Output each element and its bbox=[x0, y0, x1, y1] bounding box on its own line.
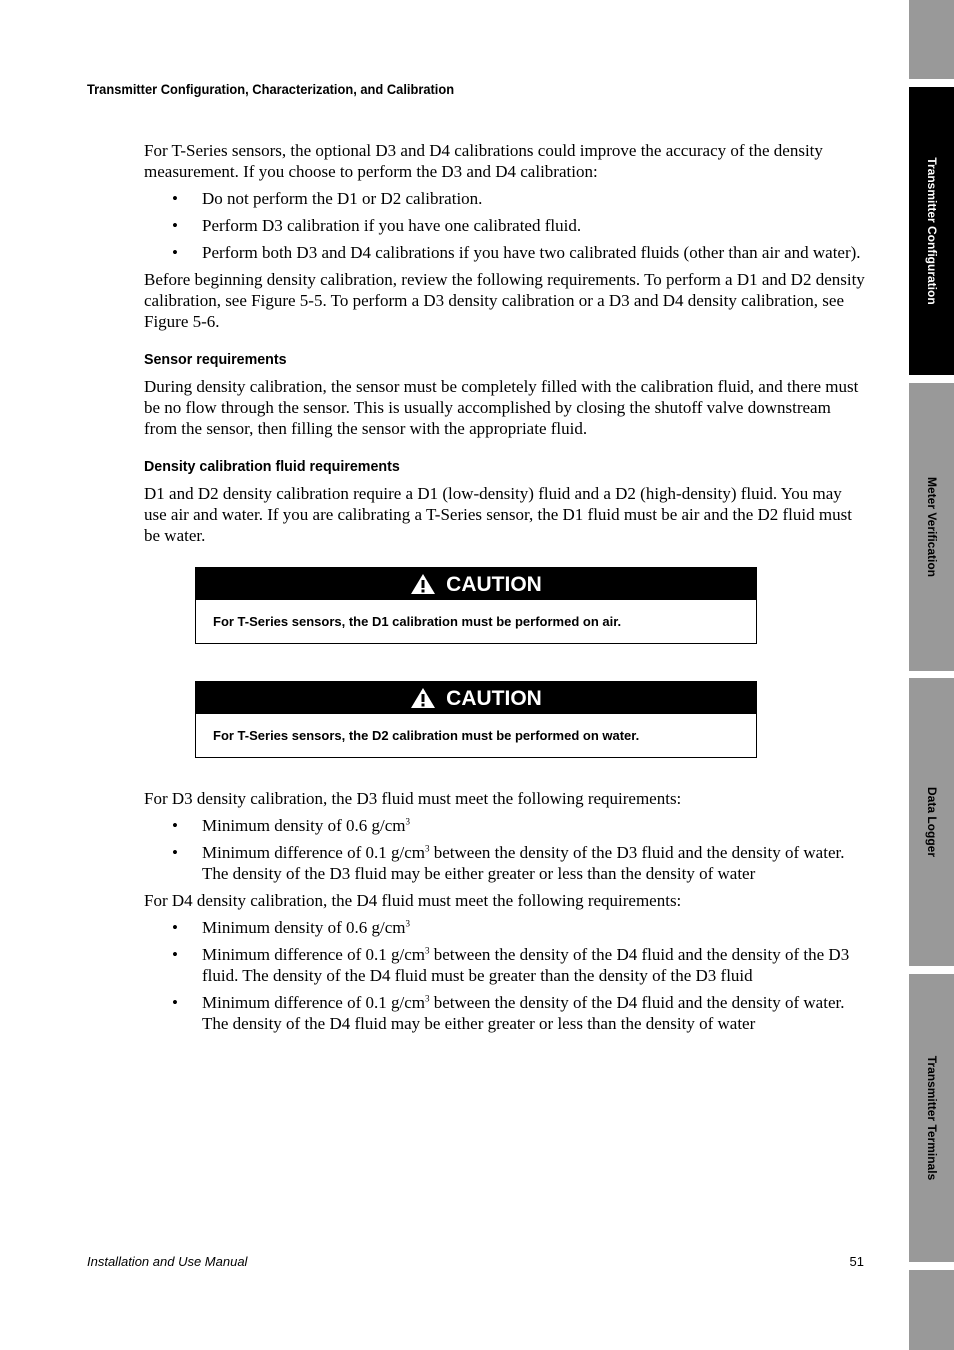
warning-icon bbox=[410, 573, 436, 595]
bullet-icon: • bbox=[172, 843, 178, 862]
page-body bbox=[144, 140, 866, 1040]
sensor-paragraph: During density calibration, the sensor must be completely filled with the calibration fluid, and there must be no flow through the sensor. This is usually accomplished by closing the shutoff valve downstream from the sensor, then filling the sensor with the appropriate fluid. bbox=[144, 377, 859, 438]
list-item: • Minimum difference of 0.1 $g/cm^3$ between the density of the D4 fluid and the density of water. The density of the D4 fluid may be either greater or less than the density of water bbox=[172, 993, 845, 1033]
bullet-icon: • bbox=[172, 816, 178, 835]
bullet-icon: • bbox=[172, 993, 178, 1012]
side-tab-label: Transmitter Configuration bbox=[924, 157, 939, 305]
side-tab-meter-verification[interactable] bbox=[909, 383, 954, 671]
list-item: • Do not perform the D1 or D2 calibration. bbox=[172, 189, 483, 208]
caution-header bbox=[196, 682, 756, 714]
list-item: • Perform D3 calibration if you have one calibrated fluid. bbox=[172, 216, 582, 235]
caution-box-d1 bbox=[195, 567, 757, 644]
caution-box-d2 bbox=[195, 681, 757, 758]
footer-manual-title: Installation and Use Manual bbox=[87, 1254, 248, 1269]
bullet-icon: • bbox=[172, 243, 178, 262]
side-tab-blank-top[interactable] bbox=[909, 0, 954, 79]
caution-text: For T-Series sensors, the D1 calibration must be performed on air. bbox=[213, 614, 622, 629]
side-tab-label: Data Logger bbox=[924, 786, 939, 858]
side-tab-label: Meter Verification bbox=[924, 476, 939, 578]
d4-paragraph: For D4 density calibration, the D4 fluid must meet the following requirements: bbox=[144, 891, 682, 910]
list-item: • Minimum difference of 0.1 $g/cm^3$ between the density of the D4 fluid and the density of the D3 fluid. The density of the D4 fluid must be greater than the density of the D3 fluid bbox=[172, 945, 850, 985]
side-tab-label: Transmitter Terminals bbox=[924, 1055, 939, 1181]
bullet-icon: • bbox=[172, 189, 178, 208]
caution-header bbox=[196, 568, 756, 600]
fluid-paragraph: D1 and D2 density calibration require a D1 (low-density) fluid and a D2 (high-density) fluid. You may use air and water. If you are calibrating a T-Series sensor, the D1 fluid must be air and the D2 fluid must be water. bbox=[144, 484, 852, 545]
list-item: • Perform both D3 and D4 calibrations if you have two calibrated fluids (other than air and water). bbox=[172, 243, 861, 262]
caution-text: For T-Series sensors, the D2 calibration must be performed on water. bbox=[213, 728, 640, 743]
intro-paragraph-2: Before beginning density calibration, review the following requirements. To perform a D1 and D2 density calibration, see Figure 5-5. To perform a D3 density calibration or a D3 and D4 density calibration, see Figure 5-6. bbox=[144, 270, 865, 331]
side-tab-transmitter-configuration[interactable] bbox=[909, 87, 954, 375]
list-item: • Minimum difference of 0.1 $g/cm^3$ between the density of the D3 fluid and the density of water. The density of the D3 fluid may be either greater or less than the density of water bbox=[172, 843, 845, 883]
warning-icon bbox=[410, 687, 436, 709]
bullet-icon: • bbox=[172, 216, 178, 235]
section-heading-sensor: Sensor requirements bbox=[144, 351, 287, 368]
d4-bullet-list bbox=[144, 917, 866, 1034]
list-item: • Minimum density of 0.6 $g/cm^3$ bbox=[172, 816, 411, 835]
running-header: Transmitter Configuration, Characterization, and Calibration bbox=[87, 81, 455, 97]
caution-title: CAUTION bbox=[446, 686, 542, 710]
bullet-icon: • bbox=[172, 945, 178, 964]
d3-paragraph: For D3 density calibration, the D3 fluid must meet the following requirements: bbox=[144, 789, 682, 808]
d3-bullet-list bbox=[144, 815, 866, 884]
intro-paragraph: For T-Series sensors, the optional D3 and D4 calibrations could improve the accuracy of the density measurement. If you choose to perform the D3 and D4 calibration: bbox=[144, 141, 823, 181]
side-tab-transmitter-terminals[interactable] bbox=[909, 974, 954, 1262]
intro-bullet-list bbox=[144, 188, 866, 263]
section-heading-fluid: Density calibration fluid requirements bbox=[144, 458, 400, 475]
side-tab-data-logger[interactable] bbox=[909, 678, 954, 966]
side-tab-blank-bottom[interactable] bbox=[909, 1270, 954, 1350]
list-item: • Minimum density of 0.6 $g/cm^3$ bbox=[172, 918, 411, 937]
caution-title: CAUTION bbox=[446, 572, 542, 596]
bullet-icon: • bbox=[172, 918, 178, 937]
footer-page-number: 51 bbox=[849, 1254, 864, 1269]
